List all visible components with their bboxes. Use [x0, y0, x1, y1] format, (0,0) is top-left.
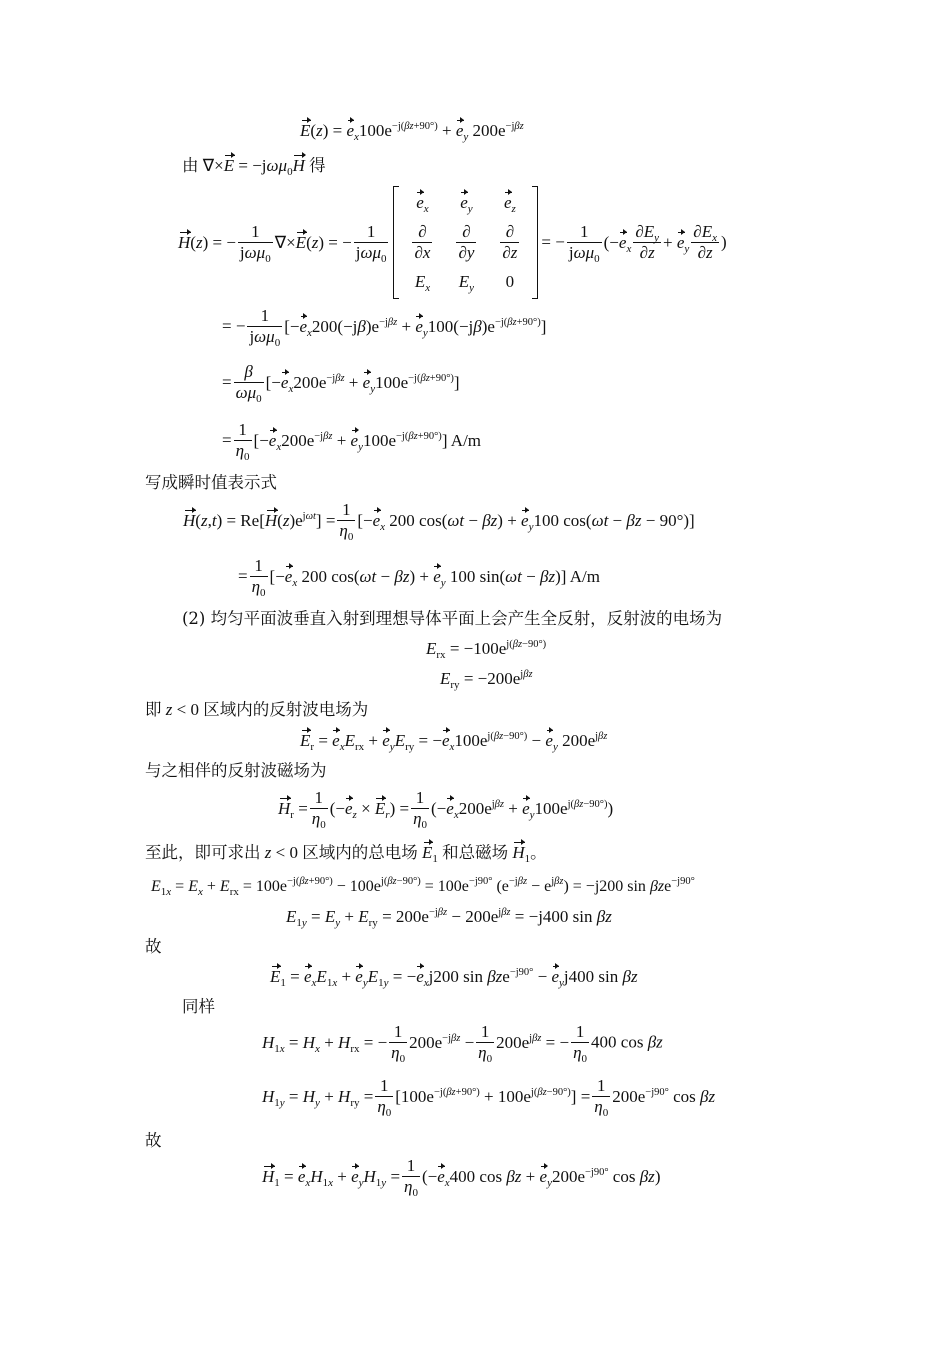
equation-e1x: $E_{1x} = E_x + E_{rx} = 100e^{-j(\beta z+90^\circ)} - 100e^{j(\beta z-90^\circ)} = 100e^{-j90^\circ}$ $(e^{-j\beta z} - e^{j\beta z}) = -j200$ sin βze$^{-j90^\circ}$: [151, 876, 695, 898]
text-instantaneous: 写成瞬时值表示式: [145, 473, 277, 492]
equation-hr: $H_r$ = $\frac{1}{\eta_0}$ $(-e_z \times E_r)$ = $\frac{1}{\eta_0}$ $(-e_x200e^{j\beta z} + e_y100e^{j(\beta z-90^\circ)})$: [278, 788, 614, 831]
equation-e1y: $E_{1y} = E_y + E_{ry} = 200e^{-j\beta z} - 200e^{j\beta z} = -j400$ sin βz: [286, 907, 612, 929]
equation-e-field: $E(z) = e_x100e^{-j(\beta z+90^\circ)} + e_y$ $200e^{-j\beta z}$: [300, 121, 524, 143]
text-total-e: 区域内的总电场: [302, 843, 418, 862]
text-tongyang: 同样: [182, 997, 215, 1016]
text-gu-2: 故: [145, 1131, 162, 1150]
text-ji: 即: [145, 700, 162, 719]
text-part2: (2) 均匀平面波垂直入射到理想导体平面上会产生全反射，反射波的电场为: [182, 609, 723, 628]
equation-h1y: $H_{1y} = H_y + H_{ry}$ = $\frac{1}{\eta_0}$ $[100e^{-j(\beta z+90^\circ)} + 100e^{j(\beta z-90^\circ)}]$ = $\frac{1}{\eta_0}$ $200e^{-j90^\circ}$ cos βz: [262, 1076, 716, 1119]
equation-h1x: $H_{1x} = H_x + H_{rx}$ = − $\frac{1}{\eta_0}$ $200e^{-j\beta z}$ − $\frac{1}{\eta_0}$ $200e^{j\beta z}$ = − $\frac{1}{\eta_0}$ 400 cos βz: [262, 1022, 663, 1065]
equation-er: $E_r = e_xE_{rx} + e_yE_{ry} = -e_x100e^{j(\beta z-90^\circ)} - e_y$ $200e^{j\beta z}$: [300, 731, 608, 753]
equation-h-step1: = − $\frac{1}{j\omega\mu_0}$ $[-e_x200(-j\beta)e^{-j\beta z} + e_y100(-j\beta)e^{-j(\beta z+90^\circ)}]$: [222, 306, 547, 349]
equation-h-curl: H(z) = − $\frac{1}{j\omega\mu_0}$ ∇×E(z) = − $\frac{1}{j\omega\mu_0}$ $e_x$ $e_y$ $e_z$ $\frac{\partial}{\partial x}$ $\frac{\partial}{\partial y}$ $\frac{\partial}{\partial z}$ $E_x$ $E_y$ 0 = − $\frac{1}{j\omega\mu_0}$ ($-e_x$ $\frac{\partial E_y}{\partial z}$ + $e_y$ $\frac{\partial E_x}{\partial z}$ ): [178, 186, 727, 299]
equation-ery: $E_{ry} = -200e^{j\beta z}$: [440, 669, 533, 691]
equation-erx: $E_{rx} = -100e^{j(\beta z-90^\circ)}$: [426, 639, 547, 661]
equation-h-step3: = $\frac{1}{\eta_0}$ $[-e_x200e^{-j\beta z} + e_y100e^{-j(\beta z+90^\circ)}]$ A/m: [222, 420, 482, 463]
equation-h-time: $H(z,t) = Re[H(z)e^{j\omega t}]$ = $\frac{1}{\eta_0}$ [$-e_x$ 200 $\cos(\omega t - \beta z) + e_y100$ cos(ωt − βz − 90°)]: [183, 500, 695, 543]
text-reflected-e-intro: 即 z < 0 区域内的反射波电场为: [145, 700, 369, 719]
text-total-intro: 至此，即可求出 z < 0 区域内的总电场 $E_1$ 和总磁场 $H_1$。: [145, 843, 547, 865]
text-reflected-h-intro: 与之相伴的反射波磁场为: [145, 761, 327, 780]
text-total-h: 和总磁场: [442, 843, 509, 862]
text-gu-1: 故: [145, 937, 162, 956]
text-period: 。: [530, 843, 547, 862]
unit-label: A/m: [450, 430, 482, 450]
equation-h-step2: = $\frac{\beta}{\omega\mu_0}$ $[-e_x200e^{-j\beta z} + e_y100e^{-j(\beta z+90^\circ)}]$: [222, 362, 460, 405]
text-you: 由: [182, 156, 199, 175]
text-maxwell-intro: 由 ∇×E = −jωμ$_0$H 得: [182, 156, 326, 178]
unit-label: A/m: [569, 566, 600, 586]
text-zhici: 至此，即可求出: [145, 843, 261, 862]
equation-h-time-step: = $\frac{1}{\eta_0}$ [$-e_x$ 200 $\cos(\omega t - \beta z) + e_y$ 100 sin(ωt − βz)] A/m: [238, 556, 600, 599]
text-region-e: 区域内的反射波电场为: [203, 700, 369, 719]
equation-h1: $H_1 = e_xH_{1x} + e_yH_{1y}$ = $\frac{1}{\eta_0}$ ($-e_x400$ $\cos \beta z + e_y200e^{-j90^\circ}$ cos βz): [262, 1156, 661, 1199]
text-de: 得: [309, 156, 326, 175]
equation-e1: $E_1 = e_xE_{1x} + e_yE_{1y} = -e_xj200$ $\sin \beta ze^{-j90^\circ} - e_yj400$ sin βz: [270, 967, 638, 989]
